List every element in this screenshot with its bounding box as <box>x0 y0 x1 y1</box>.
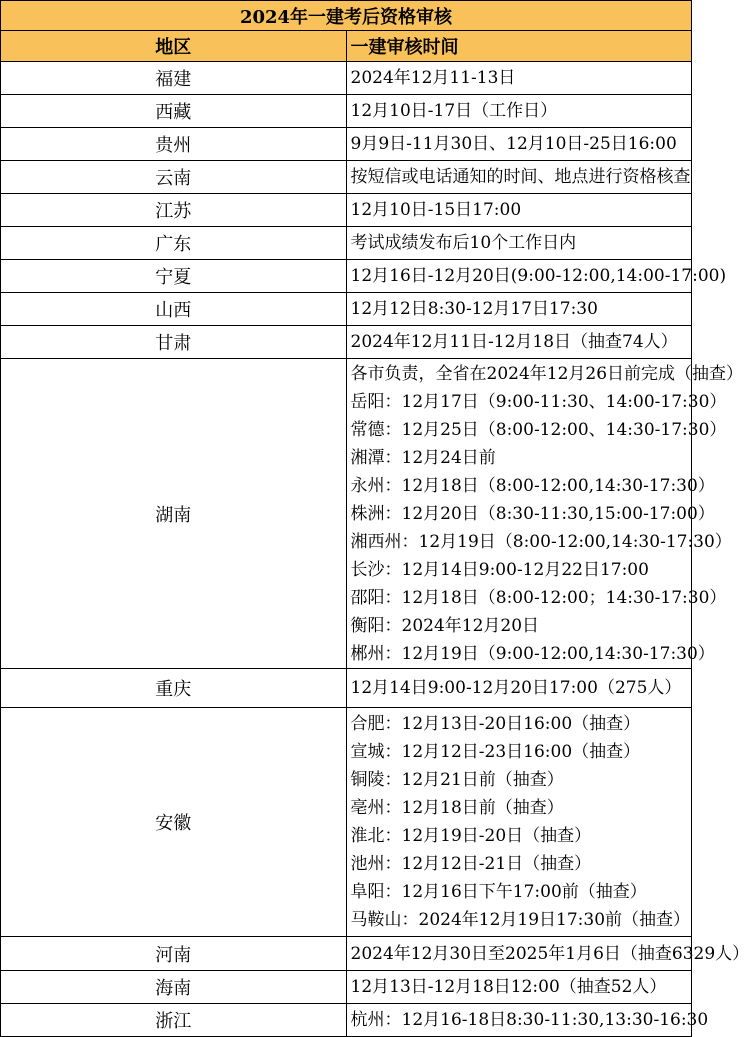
region-cell: 贵州 <box>1 128 347 161</box>
region-cell: 海南 <box>1 971 347 1004</box>
review-time-line: 12月14日9:00-12月20日17:00（275人） <box>350 678 682 698</box>
review-time-line: 12月16日-12月20日(9:00-12:00,14:00-17:00) <box>350 266 727 286</box>
review-time-line: 考试成绩发布后10个工作日内 <box>350 233 577 253</box>
review-time-line: 邵阳：12月18日（8:00-12:00；14:30-17:30） <box>350 587 727 608</box>
region-cell: 宁夏 <box>1 260 347 293</box>
review-time-cell <box>346 128 692 161</box>
review-time-line: 铜陵：12月21日前（抽查） <box>350 770 564 790</box>
table-row <box>1 227 692 260</box>
region-cell: 山西 <box>1 293 347 326</box>
table-row <box>1 128 692 161</box>
table-row <box>1 161 692 194</box>
table-row <box>1 937 692 971</box>
review-time-line: 宣城：12月12日-23日16:00（抽查） <box>350 742 641 762</box>
review-time-line: 12月10日-15日17:00 <box>350 200 522 220</box>
region-cell: 河南 <box>1 937 347 971</box>
review-time-line: 株洲：12月20日（8:30-11:30,15:00-17:00） <box>350 503 715 524</box>
review-time-cell <box>346 293 692 326</box>
review-time-line: 马鞍山：2024年12月19日17:30前（抽查） <box>350 910 691 930</box>
table-row <box>1 669 692 708</box>
review-time-cell <box>346 669 692 708</box>
review-time-cell <box>346 937 749 971</box>
review-time-line: 长沙：12月14日9:00-12月22日17:00 <box>350 559 649 580</box>
review-time-cell <box>346 95 692 128</box>
region-cell: 福建 <box>1 62 347 95</box>
region-cell: 浙江 <box>1 1004 347 1037</box>
review-time-line: 湘西州：12月19日（8:00-12:00,14:30-17:30） <box>350 531 732 552</box>
table-row <box>1 293 692 326</box>
region-cell: 湖南 <box>1 359 347 669</box>
review-time-line: 12月13日-12月18日12:00（抽查52人） <box>350 977 667 997</box>
review-time-cell <box>346 326 692 359</box>
review-time-line: 衡阳：2024年12月20日 <box>350 615 540 636</box>
review-time-cell <box>346 227 692 260</box>
review-time-line: 岳阳：12月17日（9:00-11:30、14:00-17:30） <box>350 391 727 412</box>
table-row <box>1 971 692 1004</box>
review-time-line: 郴州：12月19日（9:00-12:00,14:30-17:30） <box>350 643 715 664</box>
table-row <box>1 260 692 293</box>
review-time-cell <box>346 708 692 937</box>
review-time-line: 湘潭：12月24日前 <box>350 447 496 468</box>
header-time: 一建审核时间 <box>346 31 692 62</box>
review-time-line: 淮北：12月19日-20日（抽查） <box>350 826 592 846</box>
review-time-line: 池州：12月12日-21日（抽查） <box>350 854 592 874</box>
region-cell: 广东 <box>1 227 347 260</box>
review-time-line: 2024年12月30日至2025年1月6日（抽查6329人） <box>350 943 749 964</box>
review-time-line: 按短信或电话通知的时间、地点进行资格核查 <box>350 167 691 187</box>
region-cell: 江苏 <box>1 194 347 227</box>
review-time-line: 2024年12月11-13日 <box>350 68 516 88</box>
region-cell: 西藏 <box>1 95 347 128</box>
table-title: 2024年一建考后资格审核 <box>1 1 692 31</box>
region-cell: 甘肃 <box>1 326 347 359</box>
review-time-cell <box>346 62 692 95</box>
review-time-line: 永州：12月18日（8:00-12:00,14:30-17:30） <box>350 475 715 496</box>
review-time-cell <box>346 1004 709 1037</box>
review-time-line: 12月10日-17日（工作日） <box>350 101 558 121</box>
table-row <box>1 62 692 95</box>
table-row <box>1 95 692 128</box>
review-time-line: 12月12日8:30-12月17日17:30 <box>350 299 598 319</box>
review-time-line: 杭州：12月16-18日8:30-11:30,13:30-16:30 <box>350 1010 709 1030</box>
review-time-cell <box>346 971 692 1004</box>
review-time-cell <box>346 359 744 669</box>
header-row <box>1 31 692 62</box>
review-time-line: 各市负责，全省在2024年12月26日前完成（抽查） <box>350 363 744 384</box>
review-time-line: 亳州：12月18日前（抽查） <box>350 798 564 818</box>
review-time-line: 常德：12月25日（8:00-12:00、14:30-17:30） <box>350 419 727 440</box>
header-region: 地区 <box>1 31 347 62</box>
review-time-line: 阜阳：12月16日下午17:00前（抽查） <box>350 882 647 902</box>
region-cell: 云南 <box>1 161 347 194</box>
table-row <box>1 1004 692 1037</box>
table-row <box>1 359 692 669</box>
review-time-cell <box>346 260 727 293</box>
table-row <box>1 194 692 227</box>
region-cell: 重庆 <box>1 669 347 708</box>
table-row <box>1 708 692 937</box>
review-time-cell <box>346 161 692 194</box>
table-row <box>1 326 692 359</box>
region-cell: 安徽 <box>1 708 347 937</box>
review-time-line: 2024年12月11日-12月18日（抽查74人） <box>350 332 678 352</box>
review-time-line: 9月9日-11月30日、12月10日-25日16:00 <box>350 134 677 154</box>
review-time-line: 合肥：12月13日-20日16:00（抽查） <box>350 714 641 734</box>
title-row <box>1 1 692 31</box>
review-time-cell <box>346 194 692 227</box>
